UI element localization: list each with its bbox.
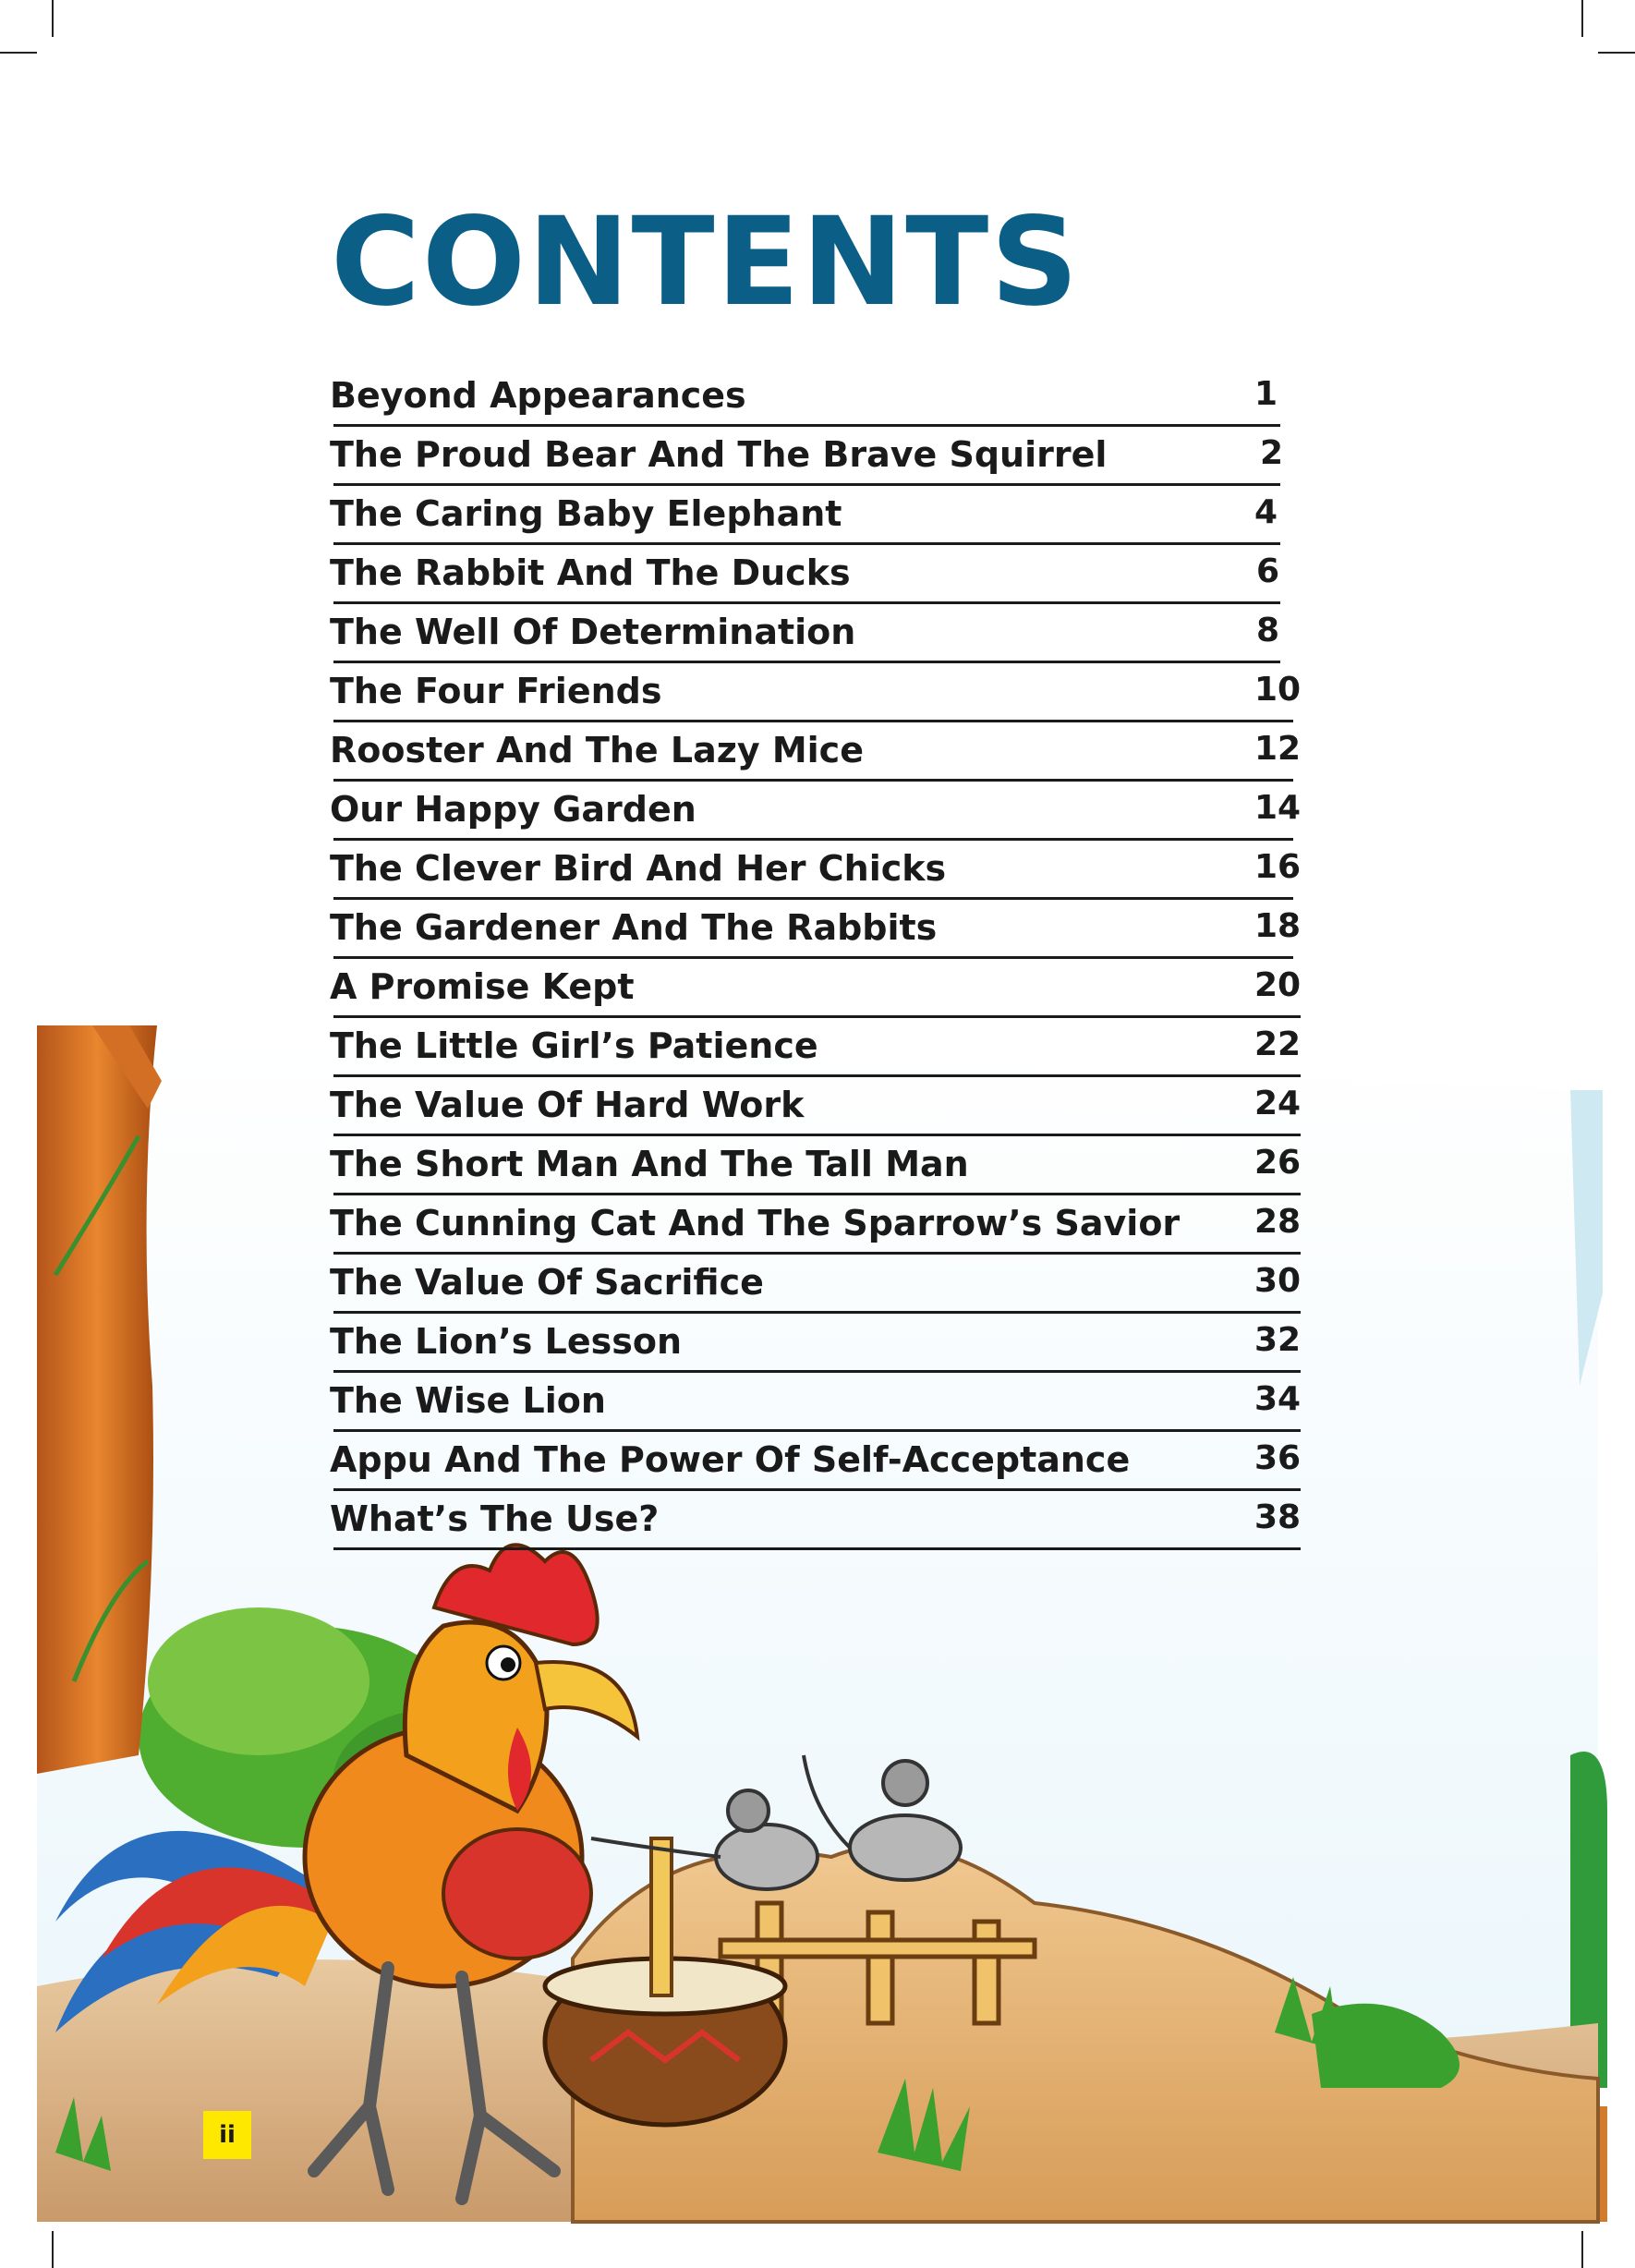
toc-entry [330, 1079, 1302, 1138]
toc-entry-title: The Proud Bear And The Brave Squirrel [330, 434, 1108, 475]
toc-entry-title: A Promise Kept [330, 966, 635, 1007]
toc-divider [333, 779, 1293, 782]
toc-entry-page: 18 [1254, 907, 1302, 945]
toc-entry-page: 6 [1256, 552, 1280, 590]
toc-entry-page: 24 [1254, 1085, 1302, 1122]
toc-entry-page: 34 [1254, 1380, 1302, 1418]
toc-entry [330, 606, 1283, 665]
toc-divider [333, 1429, 1301, 1432]
toc-entry-page: 30 [1254, 1262, 1302, 1300]
toc-entry-page: 1 [1254, 375, 1278, 413]
toc-divider [333, 1134, 1301, 1136]
toc-entry [330, 370, 1283, 429]
toc-entry-title: The Caring Baby Elephant [330, 493, 842, 534]
toc-entry [330, 665, 1302, 724]
toc-entry [330, 1020, 1302, 1079]
toc-entry [330, 1197, 1302, 1256]
toc-divider [333, 1370, 1301, 1373]
toc-entry-title: What’s The Use? [330, 1498, 660, 1539]
toc-entry [330, 843, 1302, 902]
toc-entry-title: The Little Girl’s Patience [330, 1025, 818, 1066]
toc-divider [333, 897, 1293, 900]
toc-entry-title: The Short Man And The Tall Man [330, 1144, 969, 1184]
toc-entry-page: 8 [1256, 612, 1280, 649]
toc-divider [333, 483, 1280, 486]
toc-divider [333, 1488, 1301, 1491]
toc-entry [330, 1375, 1302, 1434]
toc-entry-page: 12 [1254, 730, 1302, 768]
toc-entry-title: The Cunning Cat And The Sparrow’s Savior [330, 1203, 1181, 1243]
toc-divider [333, 1193, 1301, 1195]
toc-entry [330, 1493, 1302, 1552]
toc-entry-page: 20 [1254, 966, 1302, 1004]
page-title: CONTENTS [331, 191, 1081, 334]
toc-entry-title: The Rabbit And The Ducks [330, 552, 851, 593]
toc-entry-title: Our Happy Garden [330, 789, 696, 830]
toc-entry-page: 28 [1254, 1203, 1302, 1241]
toc-entry-page: 26 [1254, 1144, 1302, 1182]
toc-entry-title: The Well Of Determination [330, 612, 856, 652]
toc-entry [330, 1434, 1302, 1493]
toc-entry [330, 902, 1302, 961]
toc-entry-page: 2 [1260, 434, 1284, 472]
toc-entry-page: 14 [1254, 789, 1302, 827]
toc-entry-title: Rooster And The Lazy Mice [330, 730, 864, 770]
toc-entry-title: The Clever Bird And Her Chicks [330, 848, 947, 889]
toc-divider [333, 1311, 1301, 1314]
toc-divider [333, 661, 1280, 663]
toc-entry [330, 1138, 1302, 1197]
toc-divider [333, 1252, 1301, 1255]
toc-divider [333, 1074, 1301, 1077]
toc-entry-page: 36 [1254, 1439, 1302, 1477]
toc-divider [333, 720, 1293, 722]
toc-entry-page: 10 [1254, 671, 1302, 709]
toc-divider [333, 542, 1280, 545]
toc-divider [333, 1015, 1301, 1018]
toc-entry-page: 32 [1254, 1321, 1302, 1359]
toc-entry-title: The Value Of Hard Work [330, 1085, 805, 1125]
toc-entry [330, 547, 1283, 606]
toc-entry [330, 1256, 1302, 1316]
toc-entry [330, 429, 1283, 488]
toc-entry-page: 4 [1254, 493, 1278, 531]
toc-entry [330, 961, 1302, 1020]
toc-divider [333, 601, 1280, 604]
toc-entry-page: 38 [1254, 1498, 1302, 1536]
toc-divider [333, 424, 1280, 427]
toc-divider [333, 956, 1293, 959]
toc-entry-title: The Gardener And The Rabbits [330, 907, 938, 948]
toc-entry [330, 783, 1302, 843]
toc-entry-title: The Wise Lion [330, 1380, 606, 1421]
toc-entry [330, 488, 1283, 547]
toc-entry-title: Appu And The Power Of Self-Acceptance [330, 1439, 1131, 1480]
toc-entry-title: The Four Friends [330, 671, 662, 711]
toc-entry [330, 724, 1302, 783]
toc-entry-title: The Lion’s Lesson [330, 1321, 683, 1362]
table-of-contents [330, 370, 1302, 1552]
toc-entry-page: 16 [1254, 848, 1302, 886]
page-number: ii [203, 2111, 251, 2159]
toc-entry-page: 22 [1254, 1025, 1302, 1063]
toc-divider [333, 838, 1293, 841]
toc-divider [333, 1547, 1301, 1550]
toc-entry [330, 1316, 1302, 1375]
toc-entry-title: The Value Of Sacrifice [330, 1262, 764, 1303]
toc-entry-title: Beyond Appearances [330, 375, 746, 416]
